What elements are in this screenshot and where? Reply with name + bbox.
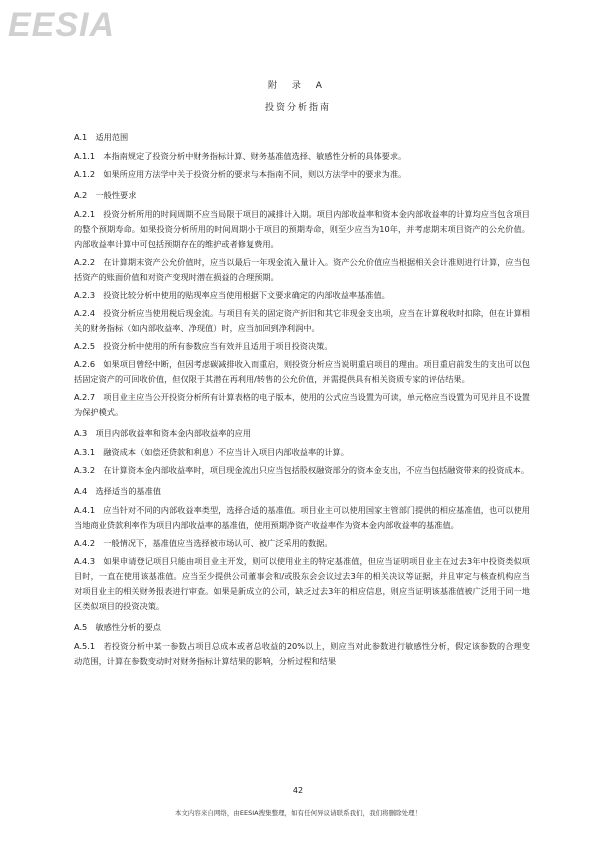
section-heading: A.4 选择适当的基准值 <box>74 486 161 496</box>
clause-paragraph: A.4.1 应当针对不同的内部收益率类型，选择合适的基准值。项目业主可以使用国家主管部门提供的相应基准值，也可以使用当地商业贷款利率作为项目内部收益率的基准值，使用预期净资产收益率作为资本金内部收益率的基准值。 <box>74 505 530 530</box>
clause-paragraph: A.2.3 投资比较分析中使用的贴现率应当使用根据下文要求确定的内部收益率基准值。 <box>74 290 390 300</box>
clause-paragraph: A.2.1 投资分析所用的时间周期不应当局限于项目的减排计入期。项目内部收益率和资本金内部收益率的计算均应当包含项目的整个预期寿命。如果投资分析所用的时间周期小于项目的预期寿命，则至少应当为10年，并考虑期末项目资产的公允价值。内部收益率计算中可包括预期存在的维护或者修复费用。 <box>74 209 530 249</box>
clause-paragraph: A.3.2 在计算资本金内部收益率时，项目现金流出只应当包括股权融资部分的资本金支出，不应当包括融资带来的投资成本。 <box>74 465 530 475</box>
section-heading: A.1 适用范围 <box>74 132 129 142</box>
section-heading: A.3 项目内部收益率和资本金内部收益率的应用 <box>74 428 252 438</box>
clause-paragraph: A.4.3 如果申请登记项目只能由项目业主开发，则可以使用业主的特定基准值，但应当证明项目业主在过去3年中投资类似项目时，一直在使用该基准值。应当至少提供公司董事会和/或股东会会议过去3年的相关决议等证据，并且审定与核查机构应当对项目业主的相关财务报表进行审查。如果是新成立的公司，缺乏过去3年的相应信息，则应当证明该基准值被广泛用于同一地区类似项目的投资决策。 <box>74 556 530 611</box>
clause-paragraph: A.2.7 项目业主应当公开投资分析所有计算表格的电子版本，使用的公式应当设置为可读，单元格应当设置为可见并且不设置为保护模式。 <box>74 392 530 417</box>
clause-paragraph: A.1.1 本指南规定了投资分析中财务指标计算、财务基准值选择、敏感性分析的具体要求。 <box>74 151 407 161</box>
document-body <box>74 124 530 672</box>
page-number: 42 <box>292 786 304 795</box>
section-heading: A.5 敏感性分析的要点 <box>74 622 161 632</box>
eesia-logo: EESIA <box>8 6 116 44</box>
annex-label: 附 录 A <box>268 81 328 91</box>
clause-paragraph: A.3.1 融资成本（如偿还贷款和利息）不应当计入项目内部收益率的计算。 <box>74 447 349 457</box>
footer-notice: 本文内容来自网络，由EESIA搜集整理，如有任何异议请联系我们，我们将删除处理！ <box>174 809 422 817</box>
clause-paragraph: A.4.2 一般情况下，基准值应当选择被市场认可、被广泛采用的数据。 <box>74 538 333 548</box>
clause-paragraph: A.2.5 投资分析中使用的所有参数应当有效并且适用于项目投资决策。 <box>74 341 333 351</box>
clause-paragraph: A.2.2 在计算期末资产公允价值时，应当以最后一年现金流入量计入。资产公允价值应当根据相关会计准则进行计算，应当包括资产的账面价值和对资产变现时潜在损益的合理预期。 <box>74 257 530 282</box>
clause-paragraph: A.5.1 若投资分析中某一参数占项目总成本或者总收益的20%以上，则应当对此参数进行敏感性分析，假定该参数的合理变动范围，计算在参数变动时对财务指标计算结果的影响，分析过程和结果 <box>74 641 530 666</box>
document-title: 投资分析指南 <box>264 103 331 113</box>
clause-paragraph: A.2.4 投资分析应当使用税后现金流。与项目有关的固定资产折旧和其它非现金支出项，应当在计算税收时扣除，但在计算相关的财务指标（如内部收益率、净现值）时，应当加回到净利润中。 <box>74 308 530 333</box>
clause-paragraph: A.2.6 如果项目曾经中断，但因考虑碳减排收入而重启，则投资分析应当说明重启项目的理由。项目重启前发生的支出可以包括固定资产的可回收价值，但仅限于其潜在再利用/转售的公允价值，并需提供具有相关资质专家的评估结果。 <box>74 359 530 384</box>
section-heading: A.2 一般性要求 <box>74 190 137 200</box>
clause-paragraph: A.1.2 如果所应用方法学中关于投资分析的要求与本指南不同，则以方法学中的要求为准。 <box>74 169 407 179</box>
